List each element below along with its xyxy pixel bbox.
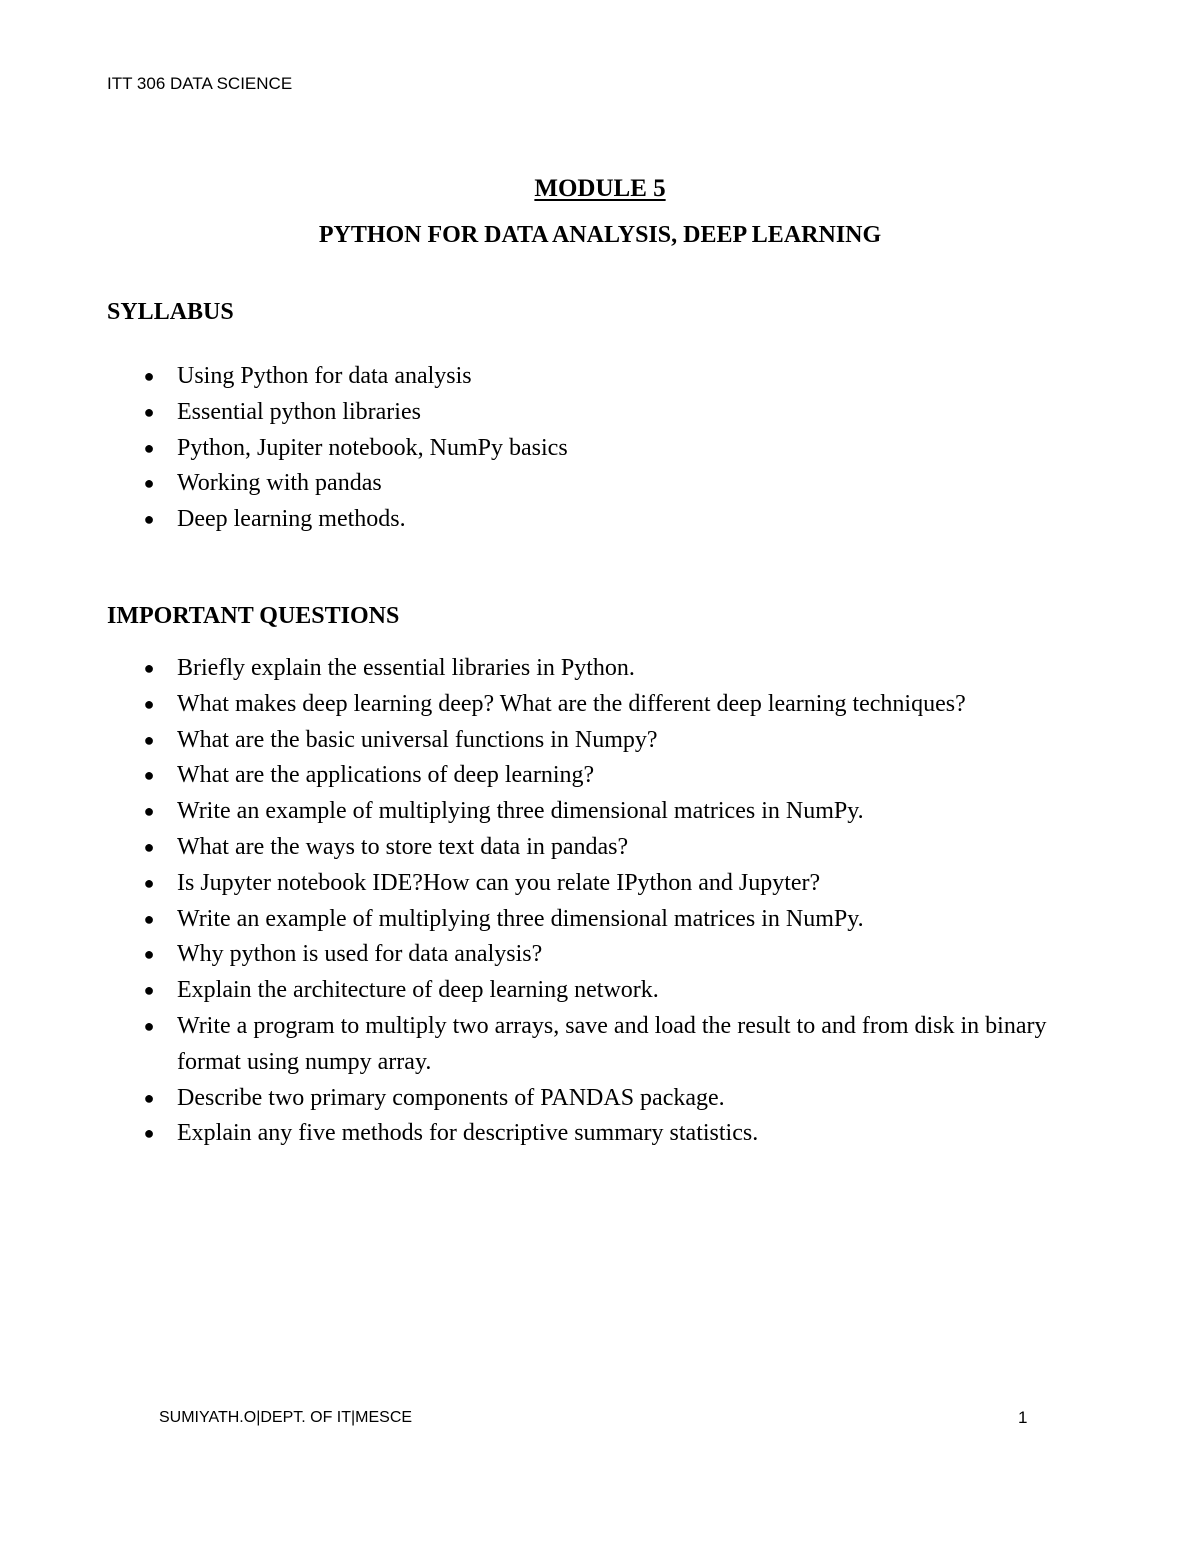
list-item-text: Why python is used for data analysis? [177,941,543,968]
questions-list [140,651,1110,1152]
list-item-text: What are the basic universal functions in Numpy? [177,726,658,753]
list-item-text: Working with pandas [177,470,382,497]
bullet-icon: ● [143,765,155,786]
page-number: 1 [1018,1408,1028,1427]
list-item [140,1116,1110,1152]
list-item [140,937,1110,973]
list-item-text: Write an example of multiplying three dimensional matrices in NumPy. [177,798,864,825]
bullet-icon: ● [143,944,155,965]
list-item [140,758,1110,794]
bullet-icon: ● [143,401,155,422]
page-header: ITT 306 DATA SCIENCE [107,74,293,93]
list-item [140,830,1110,866]
list-item [140,1009,1110,1081]
list-item [140,651,1110,687]
module-title: MODULE 5 [534,175,666,202]
page-footer: SUMIYATH.O|DEPT. OF IT|MESCE [159,1409,413,1426]
bullet-icon: ● [143,1087,155,1108]
list-item-text: Write an example of multiplying three dimensional matrices in NumPy. [177,905,864,932]
list-item-text: What are the applications of deep learning? [177,762,595,789]
list-item [140,902,1110,938]
list-item [140,466,1110,502]
bullet-icon: ● [143,658,155,678]
syllabus-heading: SYLLABUS [107,299,234,325]
list-item [140,395,1110,431]
bullet-icon: ● [143,1015,155,1036]
list-item [140,431,1110,467]
bullet-icon: ● [143,908,155,929]
bullet-icon: ● [143,729,155,750]
list-item [140,359,1110,395]
list-item-text: Using Python for data analysis [177,363,472,389]
list-item-text: Explain any five methods for descriptive summary statistics. [177,1120,759,1147]
bullet-icon: ● [143,473,155,494]
bullet-icon: ● [143,801,155,822]
list-item-text: What are the ways to store text data in pandas? [177,833,629,860]
list-item-text: Deep learning methods. [177,506,406,533]
list-item [140,1081,1110,1117]
list-item-text: Python, Jupiter notebook, NumPy basics [177,434,568,461]
questions-heading: IMPORTANT QUESTIONS [107,603,400,629]
list-item [140,973,1110,1009]
list-item [140,687,1110,723]
bullet-icon: ● [143,872,155,893]
list-item [140,794,1110,830]
list-item-text: Essential python libraries [177,398,421,425]
list-item-text: Briefly explain the essential libraries in Python. [177,655,635,681]
bullet-icon: ● [143,437,155,458]
list-item-text: Describe two primary components of PANDAS package. [177,1084,725,1111]
bullet-icon: ● [143,509,155,530]
bullet-icon: ● [143,836,155,857]
bullet-icon: ● [143,1123,155,1144]
bullet-icon: ● [143,980,155,1001]
list-item-text: Write a program to multiply two arrays, save and load the result to and from disk in binary format using numpy array. [177,1012,1047,1075]
syllabus-list [140,359,1110,538]
list-item-text: Is Jupyter notebook IDE?How can you relate IPython and Jupyter? [177,869,821,896]
list-item-text: Explain the architecture of deep learning network. [177,977,659,1004]
bullet-icon: ● [143,693,155,714]
bullet-icon: ● [143,366,155,386]
list-item [140,723,1110,759]
list-item [140,502,1110,538]
list-item-text: What makes deep learning deep? What are the different deep learning techniques? [177,690,966,717]
list-item [140,866,1110,902]
module-subtitle: PYTHON FOR DATA ANALYSIS, DEEP LEARNING [318,222,882,248]
